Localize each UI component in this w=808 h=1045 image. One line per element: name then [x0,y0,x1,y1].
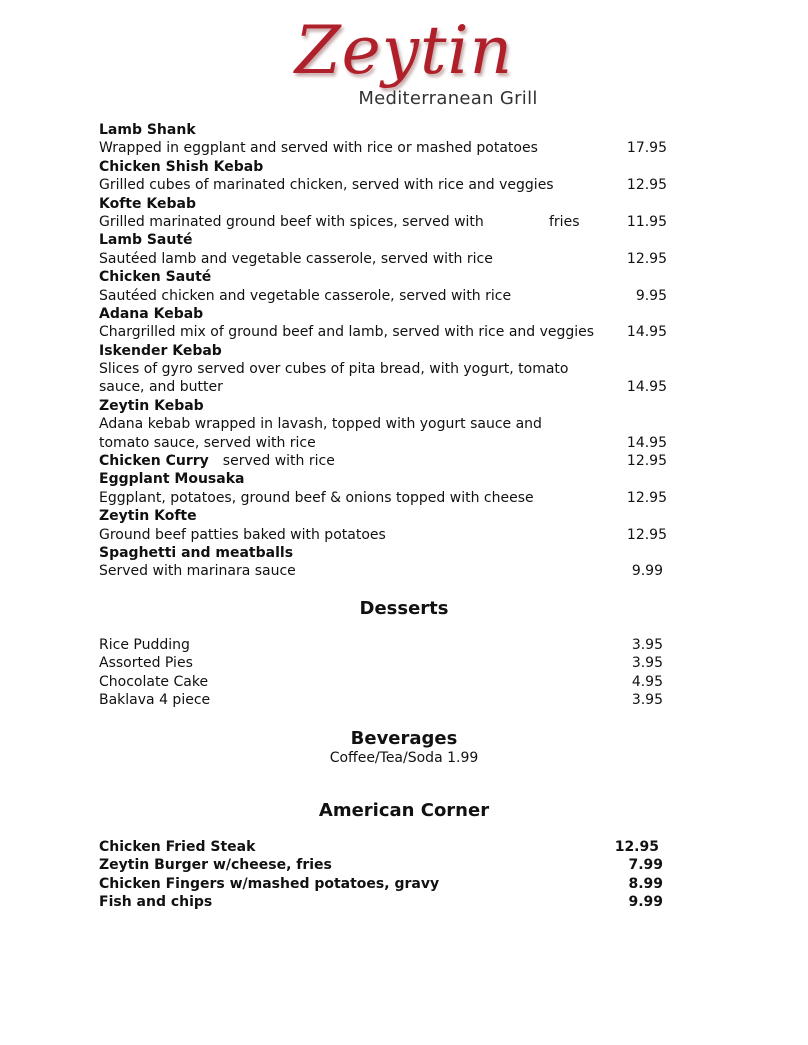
menu-item-price: 12.95 [626,453,667,470]
beverages-heading: Beverages [350,728,458,749]
menu-item-price: 9.99 [631,563,663,580]
entrees-list [99,121,679,581]
menu-item-line [99,452,679,470]
menu-item-line [99,434,679,452]
menu-item-price: 12.95 [626,177,667,194]
menu-item-line [99,250,679,268]
dessert-price: 4.95 [631,673,663,690]
dessert-price: 3.95 [631,655,663,672]
menu-item-line [99,489,679,507]
list-item [99,893,679,911]
menu-item-line [99,287,679,305]
menu-item-line [99,176,679,194]
american-item-name: Chicken Fingers w/mashed potatoes, gravy [99,875,440,892]
menu-item-name: Chicken Shish Kebab [99,158,264,175]
menu-item-price: 12.95 [626,250,667,267]
desserts-heading: Desserts [359,598,449,619]
list-item [99,856,679,874]
menu-item-name: Lamb Shank [99,122,196,138]
desserts-list [99,636,679,710]
menu-item-line [99,323,679,341]
menu-item-line [99,562,679,580]
dessert-price: 3.95 [631,692,663,709]
menu-item-desc: Chargrilled mix of ground beef and lamb, served with rice and veggies [99,324,595,341]
menu-item-name: Chicken Curry [99,453,209,470]
menu-item-desc: Sautéed lamb and vegetable casserole, served with rice [99,250,493,267]
menu-item-price: 9.95 [635,287,667,304]
menu-item-desc: Ground beef patties baked with potatoes [99,526,386,543]
menu-item-line [99,415,679,433]
menu-item-price: 14.95 [626,324,667,341]
menu-item-name: Iskender Kebab [99,342,222,359]
menu-item-name: Spaghetti and meatballs [99,544,294,561]
menu-item-desc: Sautéed chicken and vegetable casserole, served with rice [99,287,512,304]
logo-name: Zeytin [294,12,514,89]
logo-tagline: Mediterranean Grill [358,88,538,109]
menu-item-desc: Eggplant, potatoes, ground beef & onions topped with cheese [99,489,534,506]
dessert-price: 3.95 [631,637,663,653]
menu-item-price: 11.95 [626,213,667,230]
menu-item-name: Kofte Kebab [99,195,196,212]
menu-item-desc-extra: fries [549,213,580,230]
menu-item-name: Adana Kebab [99,305,204,322]
menu-item-name: Lamb Sauté [99,232,193,249]
menu-item-line [99,213,679,231]
american-item-name: Chicken Fried Steak [99,839,256,855]
dessert-name: Rice Pudding [99,637,190,653]
list-item [99,875,679,893]
menu-item-price: 12.95 [626,526,667,543]
menu-item-desc: Wrapped in eggplant and served with rice or mashed potatoes [99,140,538,157]
menu-item-desc: sauce, and butter [99,379,223,396]
american-corner-heading: American Corner [318,800,490,821]
menu-item-name: Zeytin Kebab [99,397,204,414]
menu-item-desc: served with rice [222,453,335,470]
american-corner-list [99,838,679,912]
menu-item-price: 14.95 [626,379,667,396]
dessert-name: Assorted Pies [99,655,193,672]
american-item-price: 8.99 [628,875,663,892]
menu-item-price: 12.95 [626,489,667,506]
menu-item-desc: Grilled cubes of marinated chicken, served with rice and veggies [99,177,554,194]
american-item-name: Fish and chips [99,894,213,911]
menu-item-name: Chicken Sauté [99,269,212,286]
menu-item-desc: Served with marinara sauce [99,563,296,580]
menu-item-line [99,378,679,396]
menu-item-line [99,360,679,378]
menu-item-desc: tomato sauce, served with rice [99,434,316,451]
list-item [99,636,679,654]
list-item [99,691,679,709]
list-item [99,654,679,672]
menu-item-desc: Adana kebab wrapped in lavash, topped with yogurt sauce and [99,416,542,433]
menu-item-line [99,526,679,544]
menu-item-name: Zeytin Kofte [99,508,197,525]
list-item [99,673,679,691]
menu-item-line [99,139,679,157]
list-item [99,838,679,856]
dessert-name: Chocolate Cake [99,673,209,690]
american-item-price: 9.99 [628,894,663,911]
beverages-line: Coffee/Tea/Soda 1.99 [329,750,479,766]
menu-item-name: Eggplant Mousaka [99,471,245,488]
menu-item-desc: Grilled marinated ground beef with spices, served with [99,213,484,230]
menu-item-price: 14.95 [626,434,667,451]
menu-item-desc: Slices of gyro served over cubes of pita bread, with yogurt, tomato [99,361,569,378]
restaurant-logo [0,14,808,109]
american-item-price: 7.99 [628,857,663,874]
dessert-name: Baklava 4 piece [99,692,211,709]
american-item-price: 12.95 [614,839,659,855]
american-item-name: Zeytin Burger w/cheese, fries [99,857,332,874]
menu-item-price: 17.95 [626,140,667,157]
